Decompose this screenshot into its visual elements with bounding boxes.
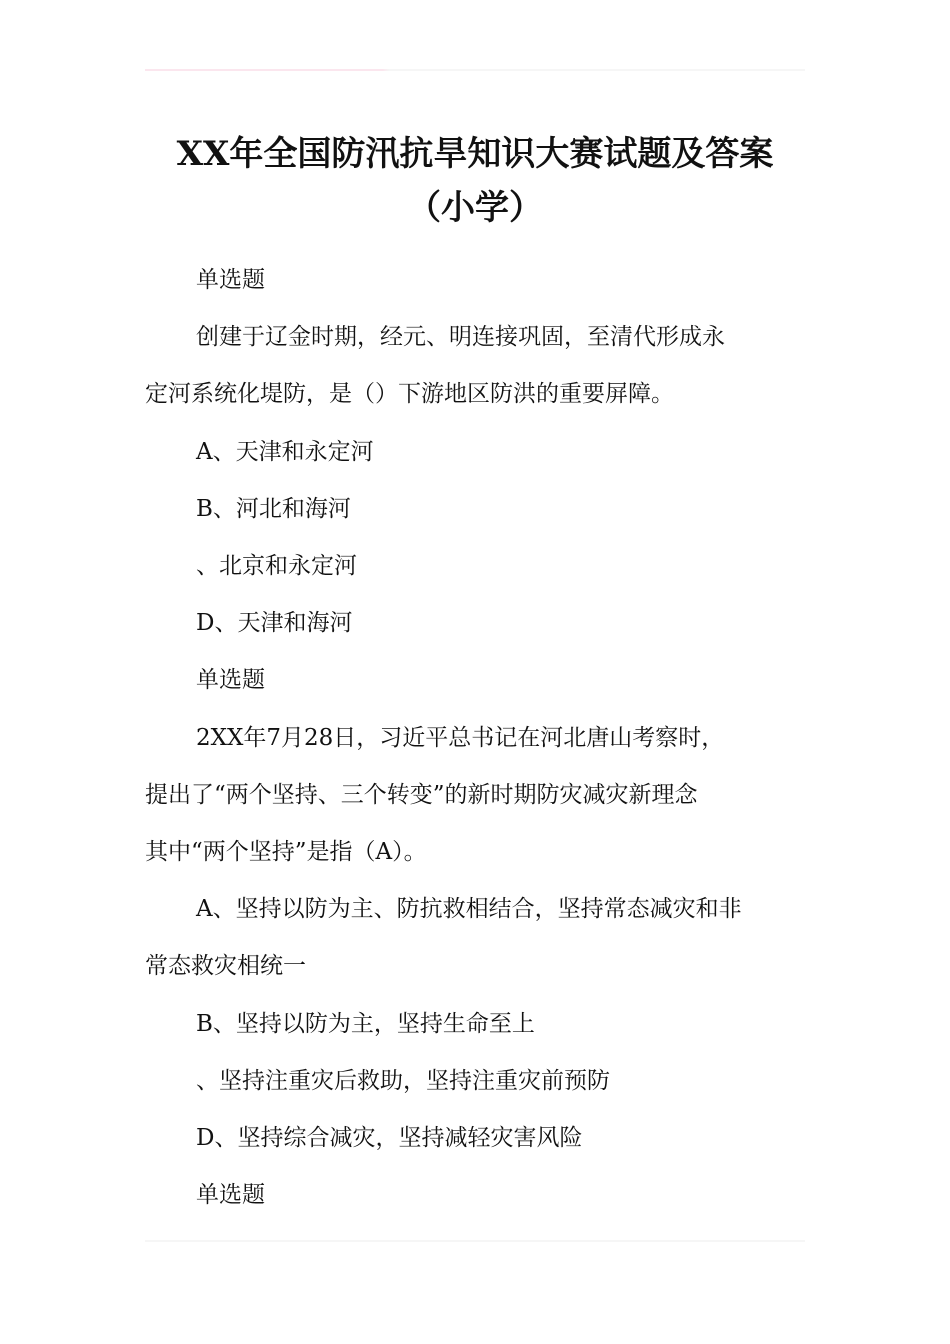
q2-stem-line1: 2XX年7月28日，习近平总书记在河北唐山考察时， (196, 725, 725, 751)
q2-option-a-line2: 常态救灾相统一 (145, 953, 306, 979)
header-rule (145, 69, 805, 71)
document-subtitle: （小学） (407, 188, 543, 228)
q2-stem-line2: 提出了“两个坚持、三个转变”的新时期防灾减灾新理念 (145, 782, 698, 808)
q2-option-d: D、坚持综合减灾，坚持减轻灾害风险 (196, 1125, 583, 1151)
q2-option-a-line1: A、坚持以防为主、防抗救相结合，坚持常态减灾和非 (196, 896, 742, 922)
q2-stem-line3: 其中“两个坚持”是指（A）。 (145, 839, 427, 865)
q2-option-c: 、坚持注重灾后救助，坚持注重灾前预防 (196, 1068, 610, 1094)
q1-type-label: 单选题 (196, 267, 265, 293)
footer-rule (145, 1240, 805, 1242)
q1-stem-line1: 创建于辽金时期，经元、明连接巩固，至清代形成永 (196, 324, 725, 350)
q1-stem-line2: 定河系统化堤防，是（）下游地区防洪的重要屏障。 (145, 381, 674, 407)
q2-option-b: B、坚持以防为主，坚持生命至上 (196, 1011, 535, 1037)
q3-type-label: 单选题 (196, 1182, 265, 1208)
q1-option-a: A、天津和永定河 (196, 439, 374, 465)
q2-type-label: 单选题 (196, 667, 265, 693)
document-title: XX年全国防汛抗旱知识大赛试题及答案 (176, 134, 774, 174)
q1-option-d: D、天津和海河 (196, 610, 353, 636)
q1-option-b: B、河北和海河 (196, 496, 351, 522)
q1-option-c: 、北京和永定河 (196, 553, 357, 579)
